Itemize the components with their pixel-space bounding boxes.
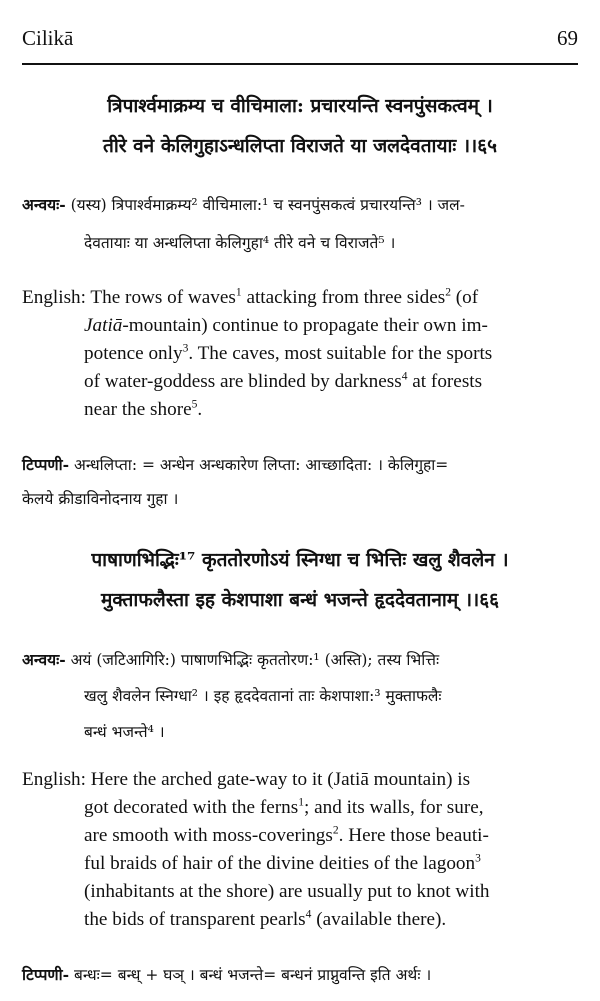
english-66: English: Here the arched gate-way to it (Jatiā mountain) is got decorated with the ferns$^1$; and its walls, for sure, are smooth with moss-coverings$^2$. Here those beauti- ful braids of hair of the divine deities of the lagoon$^3$ (inhabitants at the shore) are usually put to knot with the bids of transparent pearls$^4$ (available there). (22, 769, 490, 930)
anvaya-label: अन्वयः- (22, 650, 66, 669)
verse-66 (0, 540, 600, 620)
verse-line: त्रिपार्श्वमाक्रम्य च वीचिमाला: प्रचारयन्ति स्वनपुंसकत्वम् । (107, 95, 493, 117)
header-rule (22, 63, 578, 65)
verse-65 (0, 86, 600, 166)
verse-line: पाषाणभिद्भिः¹⁷ कृततोरणोऽयं स्निग्धा च भित्तिः खलु शैवलेन । (91, 549, 509, 571)
verse-line: मुक्ताफलैस्ता इह केशपाशा बन्धं भजन्ते हृददेवतानाम् ।।६६ (100, 589, 499, 611)
anvaya-text: अयं (जटिआगिरि:) पाषाणभिद्भिः कृततोरण:¹ (अस्ति); तस्य भित्तिः (70, 651, 440, 669)
anvaya-text: खलु शैवलेन स्निग्धा² । इह हृददेवतानां ताः केशपाशा:³ मुक्ताफलैः (84, 687, 442, 705)
tippani-text: केलये क्रीडाविनोदनाय गुहा । (22, 490, 179, 508)
anvaya-text: (यस्य) त्रिपार्श्वमाक्रम्य² वीचिमाला:¹ च स्वनपुंसकत्वं प्रचारयन्ति³ । जल- (70, 196, 465, 214)
anvaya-text: देवतायाः या अन्धलिप्ता केलिगुहा⁴ तीरे वने च विराजते⁵ । (84, 234, 396, 252)
tippani-text: बन्धः= बन्ध् + घञ् । बन्धं भजन्ते= बन्धनं प्राप्नुवन्ति इति अर्थः । (74, 966, 432, 984)
tippani-label: टिप्पणी- (22, 965, 70, 984)
english-label: English: (22, 769, 86, 790)
book-title: Cilikā (22, 26, 74, 50)
english-65: English: The rows of waves$^1$ attacking from three sides$^2$ (of Jatiā-mountain) continue to propagate their own im- potence only$^3$. The caves, most suitable for the sports of water-goddess are blinded by darkness$^4$ at forests near the shore$^5$. (22, 286, 493, 420)
running-header (22, 26, 578, 51)
tippani-text: अन्धलिप्ता: = अन्धेन अन्धकारेण लिप्ता: आच्छादिता: । केलिगुहा= (74, 456, 449, 474)
anvaya-label: अन्वयः- (22, 195, 66, 214)
tippani-label: टिप्पणी- (22, 455, 70, 474)
page-number: 69 (557, 26, 578, 50)
verse-line: तीरे वने केलिगुहाऽन्धलिप्ता विराजते या जलदेवतायाः ।।६५ (102, 135, 498, 157)
english-label: English: (22, 287, 86, 308)
anvaya-text: बन्धं भजन्ते⁴ । (84, 723, 165, 741)
